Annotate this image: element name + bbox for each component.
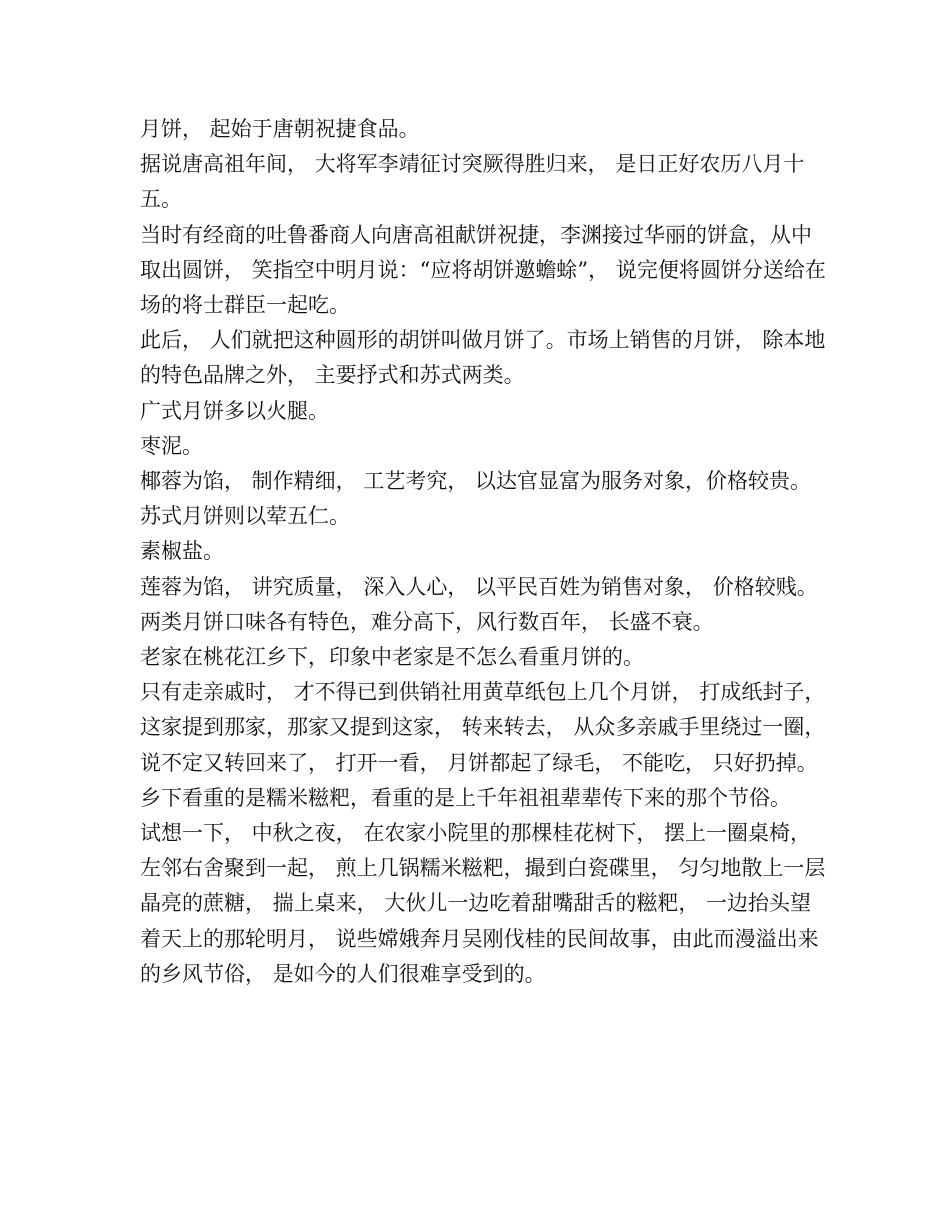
paragraph-festival-night: 试想一下， 中秋之夜， 在农家小院里的那棵桂花树下， 摆上一圈桌椅， 左邻右舍聚到一起， 煎上几锅糯米糍粑，撮到白瓷碟里， 匀匀地散上一层晶亮的蔗糖， 揣上桌来， 大伙儿一边吃着甜嘴甜舌的糍粑， 一边抬头望着天上的那轮明月， 说些嫦娥奔月吴刚伐桂的民间故事，由此而漫溢出来的乡风节俗， 是如今的人们很难享受到的。 (140, 821, 826, 986)
paragraph-cantonese-2: 枣泥。 (140, 433, 203, 458)
paragraph-naming: 此后， 人们就把这种圆形的胡饼叫做月饼了。市场上销售的月饼， 除本地的特色品牌之外， 主要抒式和苏式两类。 (140, 328, 826, 388)
paragraph-origin: 月饼， 起始于唐朝祝捷食品。 (140, 117, 420, 141)
paragraph-suzhou-2: 素椒盐。 (140, 539, 224, 564)
paragraph-suzhou-3: 莲蓉为馅， 讲究质量， 深入人心， 以平民百姓为销售对象， 价格较贱。 (140, 574, 818, 599)
paragraph-cantonese-3: 椰蓉为馅， 制作精细， 工艺考究， 以达官显富为服务对象，价格较贵。 (140, 469, 812, 494)
paragraph-comparison: 两类月饼口味各有特色，难分高下，风行数百年， 长盛不衰。 (140, 609, 714, 634)
paragraph-cantonese-1: 广式月饼多以火腿。 (140, 398, 329, 423)
paragraph-suzhou-1: 苏式月饼则以荤五仁。 (140, 504, 350, 529)
document-body (140, 112, 833, 992)
paragraph-relatives: 只有走亲戚时， 才不得已到供销社用黄草纸包上几个月饼， 打成纸封子， 这家提到那家，那家又提到这家， 转来转去， 从众多亲戚手里绕过一圈， 说不定又转回来了， 打开一看， 月饼都起了绿毛， 不能吃， 只好扔掉。 (140, 680, 833, 775)
paragraph-hometown: 老家在桃花江乡下，印象中老家是不怎么看重月饼的。 (140, 645, 644, 670)
paragraph-ciba: 乡下看重的是糯米糍粑，看重的是上千年祖祖辈辈传下来的那个节俗。 (140, 785, 791, 810)
paragraph-tribute: 当时有经商的吐鲁番商人向唐高祖献饼祝捷，李渊接过华丽的饼盒，从中取出圆饼， 笑指空中明月说：“应将胡饼邀蟾蜍”， 说完便将圆饼分送给在场的将士群臣一起吃。 (140, 222, 826, 318)
paragraph-legend: 据说唐高祖年间， 大将军李靖征讨突厥得胜归来， 是日正好农历八月十五。 (140, 152, 805, 212)
